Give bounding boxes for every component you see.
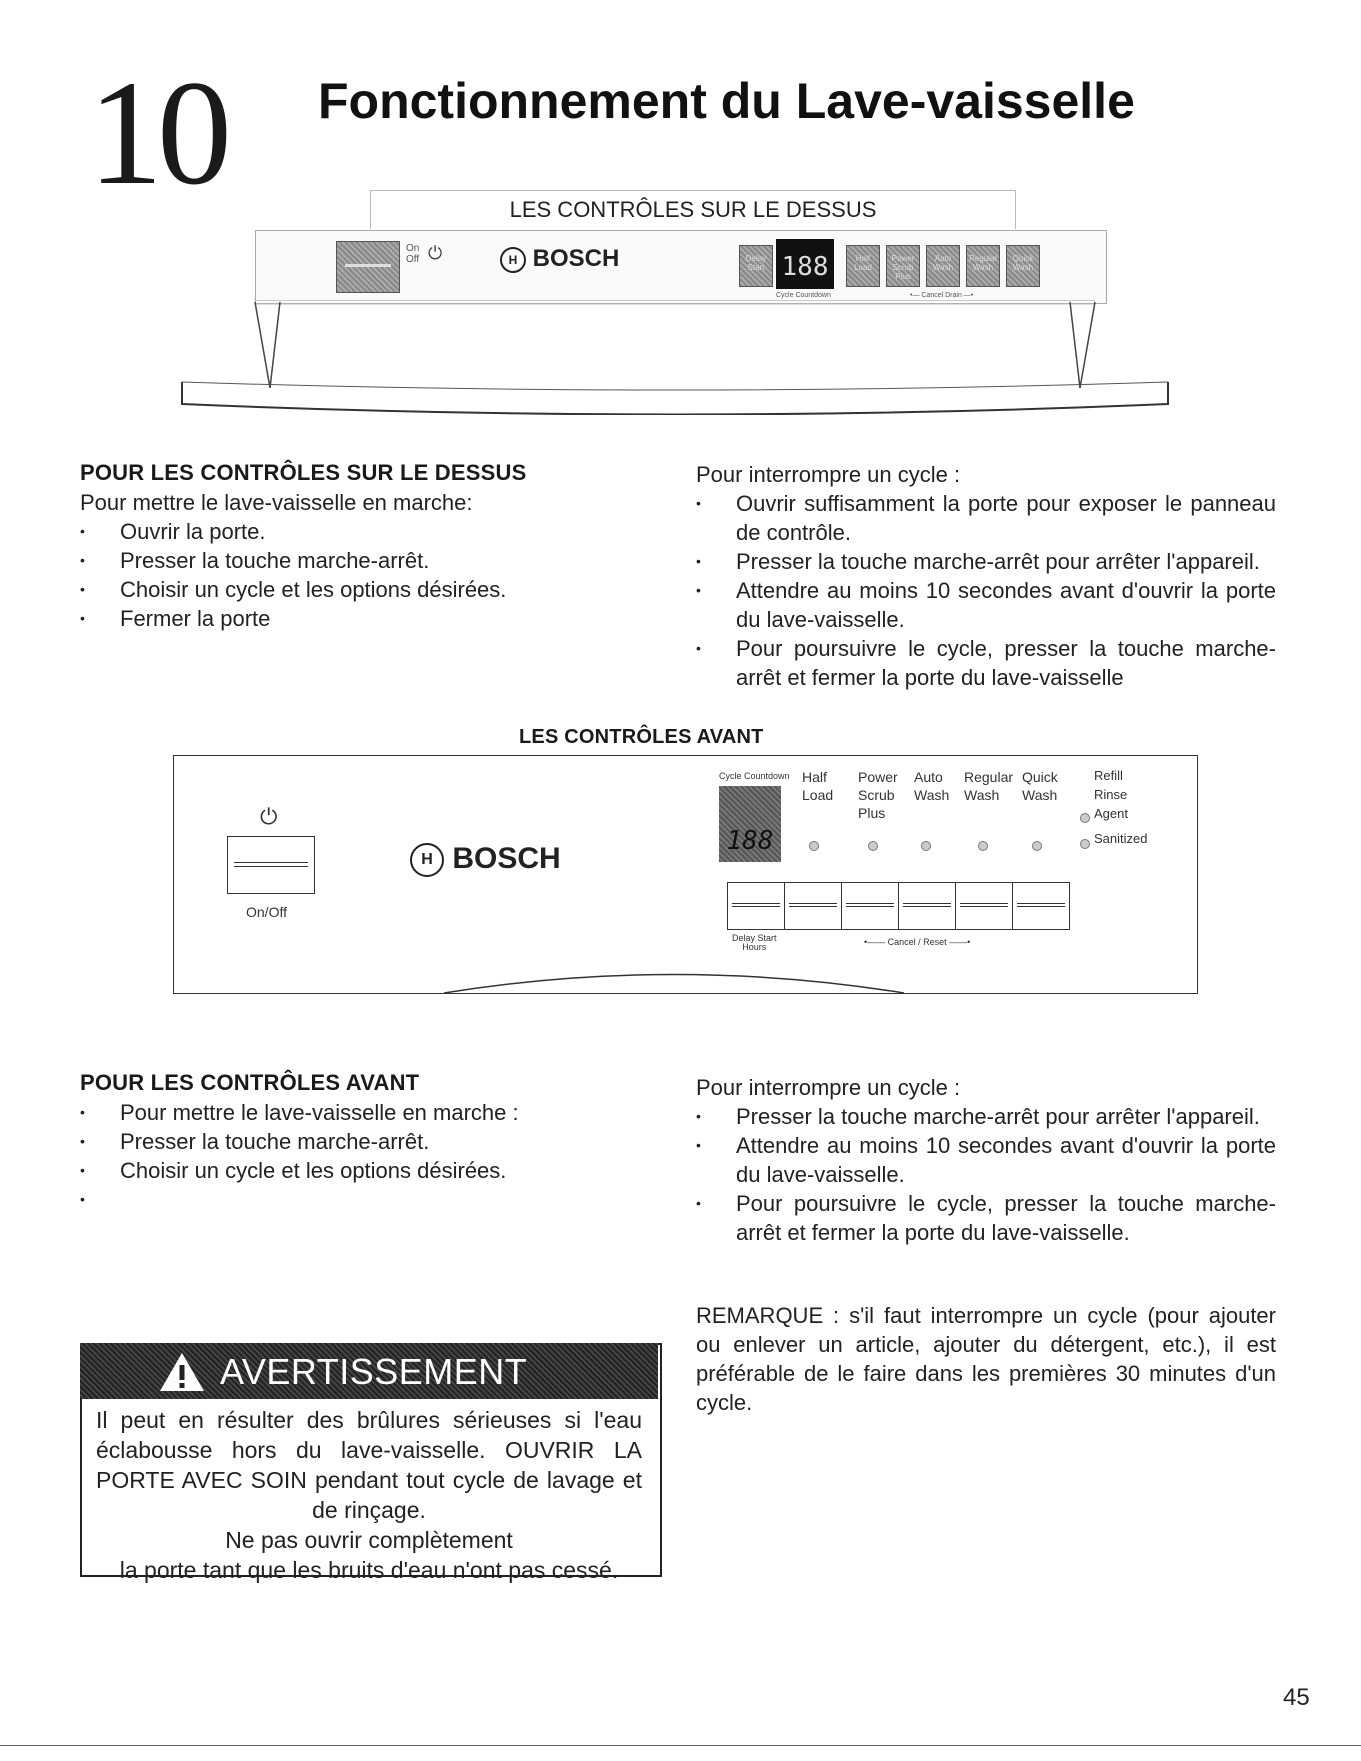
- cycle-label-auto-wash: Auto Wash: [914, 769, 950, 803]
- warning-line-3: la porte tant que les bruits d'eau n'ont pas cessé.: [119, 1557, 619, 1583]
- list-item: • Ouvrir la porte.: [80, 517, 640, 546]
- list-item: • Pour poursuivre le cycle, presser la touche marche-arrêt et fermer la porte du lave-vaisselle: [696, 634, 1276, 692]
- cancel-drain-sublabel: •— Cancel Drain —•: [910, 292, 974, 299]
- on-label: On: [406, 243, 420, 254]
- delay-start-button[interactable]: Delay Start: [739, 245, 773, 287]
- interrupt-intro: Pour interrompre un cycle :: [696, 462, 961, 487]
- section-top-body: [80, 488, 640, 633]
- status-indicators: [1094, 766, 1147, 848]
- top-control-panel: [255, 230, 1107, 304]
- half-load-button[interactable]: Half Load: [846, 245, 880, 287]
- bottom-rule: [0, 1745, 1361, 1746]
- section-front-steps: [80, 1098, 640, 1214]
- door-handle-curve: [444, 966, 904, 994]
- list-item: • Presser la touche marche-arrêt.: [80, 546, 640, 575]
- indicator-light: [868, 841, 878, 851]
- page-number: 45: [1283, 1684, 1310, 1711]
- quick-wash-button[interactable]: [1013, 882, 1070, 930]
- countdown-label: Cycle Countdown: [719, 771, 790, 781]
- onoff-button[interactable]: [227, 836, 315, 894]
- indicator-refill: Refill: [1094, 768, 1123, 783]
- indicator-light: [978, 841, 988, 851]
- brand-name: BOSCH: [452, 842, 561, 875]
- sanitized-light: [1080, 839, 1090, 849]
- door-outline: [180, 300, 1170, 415]
- power-icon: ⏻: [260, 804, 278, 829]
- cycle-display: 188: [719, 786, 781, 862]
- top-controls-caption: LES CONTRÔLES SUR LE DESSUS: [370, 190, 1016, 229]
- cycle-label-half-load: Half Load: [802, 769, 834, 803]
- quick-wash-button[interactable]: Quick Wash: [1006, 245, 1040, 287]
- front-control-panel: [173, 755, 1198, 994]
- page-title: Fonctionnement du Lave-vaisselle: [318, 73, 1135, 129]
- power-scrub-button[interactable]: [842, 882, 899, 930]
- indicator-light: [921, 841, 931, 851]
- power-icon: ⏻: [428, 243, 443, 263]
- delay-start-button[interactable]: [727, 882, 785, 930]
- list-item: • Attendre au moins 10 secondes avant d'ouvrir la porte du lave-vaisselle.: [696, 576, 1276, 634]
- note-remarque: REMARQUE : s'il faut interrompre un cycle (pour ajouter ou enlever un article, ajouter du détergent, etc.), il est préférable de le faire dans les premières 30 minutes d'un cycle.: [696, 1303, 1276, 1415]
- brand-logo: [410, 842, 561, 877]
- list-item: [80, 1185, 640, 1214]
- brand-logo: [500, 245, 619, 273]
- indicator-sanitized: Sanitized: [1094, 831, 1148, 846]
- front-button-row: [727, 882, 1070, 930]
- agent-light: [1080, 813, 1090, 823]
- regular-wash-button[interactable]: Regular Wash: [966, 245, 1000, 287]
- list-item: • Presser la touche marche-arrêt pour arrêter l'appareil.: [696, 547, 1276, 576]
- auto-wash-button[interactable]: [899, 882, 956, 930]
- countdown-sublabel: Cycle Countdown: [776, 292, 831, 299]
- list-item: • Presser la touche marche-arrêt.: [80, 1127, 640, 1156]
- auto-wash-button[interactable]: Auto Wash: [926, 245, 960, 287]
- section-top-interrupt: [696, 460, 1276, 692]
- delay-start-label: Delay Start Hours: [732, 933, 777, 952]
- indicator-rinse: Rinse: [1094, 787, 1128, 802]
- interrupt-intro: Pour interrompre un cycle :: [696, 1075, 961, 1100]
- warning-triangle-icon: [158, 1351, 206, 1393]
- chapter-number: 10: [88, 50, 226, 216]
- onoff-label: On/Off: [246, 904, 287, 920]
- cycle-label-quick-wash: Quick Wash: [1022, 769, 1058, 803]
- indicator-agent: Agent: [1094, 806, 1128, 821]
- cycle-label-regular-wash: Regular Wash: [964, 769, 1014, 803]
- regular-wash-button[interactable]: [956, 882, 1013, 930]
- off-label: Off: [406, 254, 420, 265]
- bosch-logo-icon: H: [410, 843, 444, 877]
- interrupt-steps: [696, 1102, 1276, 1247]
- list-item: • Pour mettre le lave-vaisselle en marche :: [80, 1098, 640, 1127]
- warning-body: [96, 1405, 642, 1585]
- front-controls-caption: LES CONTRÔLES AVANT: [519, 726, 764, 748]
- cycle-label-power-scrub: Power Scrub Plus: [858, 769, 898, 821]
- list-item: • Ouvrir suffisamment la porte pour exposer le panneau de contrôle.: [696, 489, 1276, 547]
- list-item: • Choisir un cycle et les options désirées.: [80, 575, 640, 604]
- power-scrub-button[interactable]: Power Scrub Plus: [886, 245, 920, 287]
- bosch-logo-icon: H: [500, 247, 526, 273]
- cancel-reset-label: •—— Cancel / Reset ——•: [864, 937, 971, 947]
- cycle-display: 188: [776, 239, 834, 289]
- section-front-interrupt: [696, 1073, 1276, 1247]
- list-item: • Fermer la porte: [80, 604, 640, 633]
- interrupt-steps: [696, 489, 1276, 692]
- onoff-button[interactable]: [336, 241, 400, 293]
- section-front-body: [80, 1098, 640, 1214]
- list-item: • Attendre au moins 10 secondes avant d'ouvrir la porte du lave-vaisselle.: [696, 1131, 1276, 1189]
- brand-name: BOSCH: [532, 245, 620, 272]
- section-top-intro: Pour mettre le lave-vaisselle en marche:: [80, 490, 473, 515]
- list-item: • Pour poursuivre le cycle, presser la touche marche-arrêt et fermer la porte du lave-vaisselle.: [696, 1189, 1276, 1247]
- indicator-light: [809, 841, 819, 851]
- section-top-steps: [80, 517, 640, 633]
- list-item: • Choisir un cycle et les options désirées.: [80, 1156, 640, 1185]
- warning-title: AVERTISSEMENT: [220, 1351, 528, 1392]
- indicator-light: [1032, 841, 1042, 851]
- section-front-heading: POUR LES CONTRÔLES AVANT: [80, 1070, 420, 1095]
- warning-header: [80, 1343, 658, 1399]
- half-load-button[interactable]: [785, 882, 842, 930]
- section-top-heading: POUR LES CONTRÔLES SUR LE DESSUS: [80, 460, 527, 485]
- warning-line-2: Ne pas ouvrir complètement: [225, 1527, 513, 1553]
- warning-line-1: Il peut en résulter des brûlures sérieuses si l'eau éclabousse hors du lave-vaisselle. OUVRIR LA PORTE AVEC SOIN pendant tout cycle de lavage et de rinçage.: [96, 1407, 642, 1523]
- list-item: • Presser la touche marche-arrêt pour arrêter l'appareil.: [696, 1102, 1276, 1131]
